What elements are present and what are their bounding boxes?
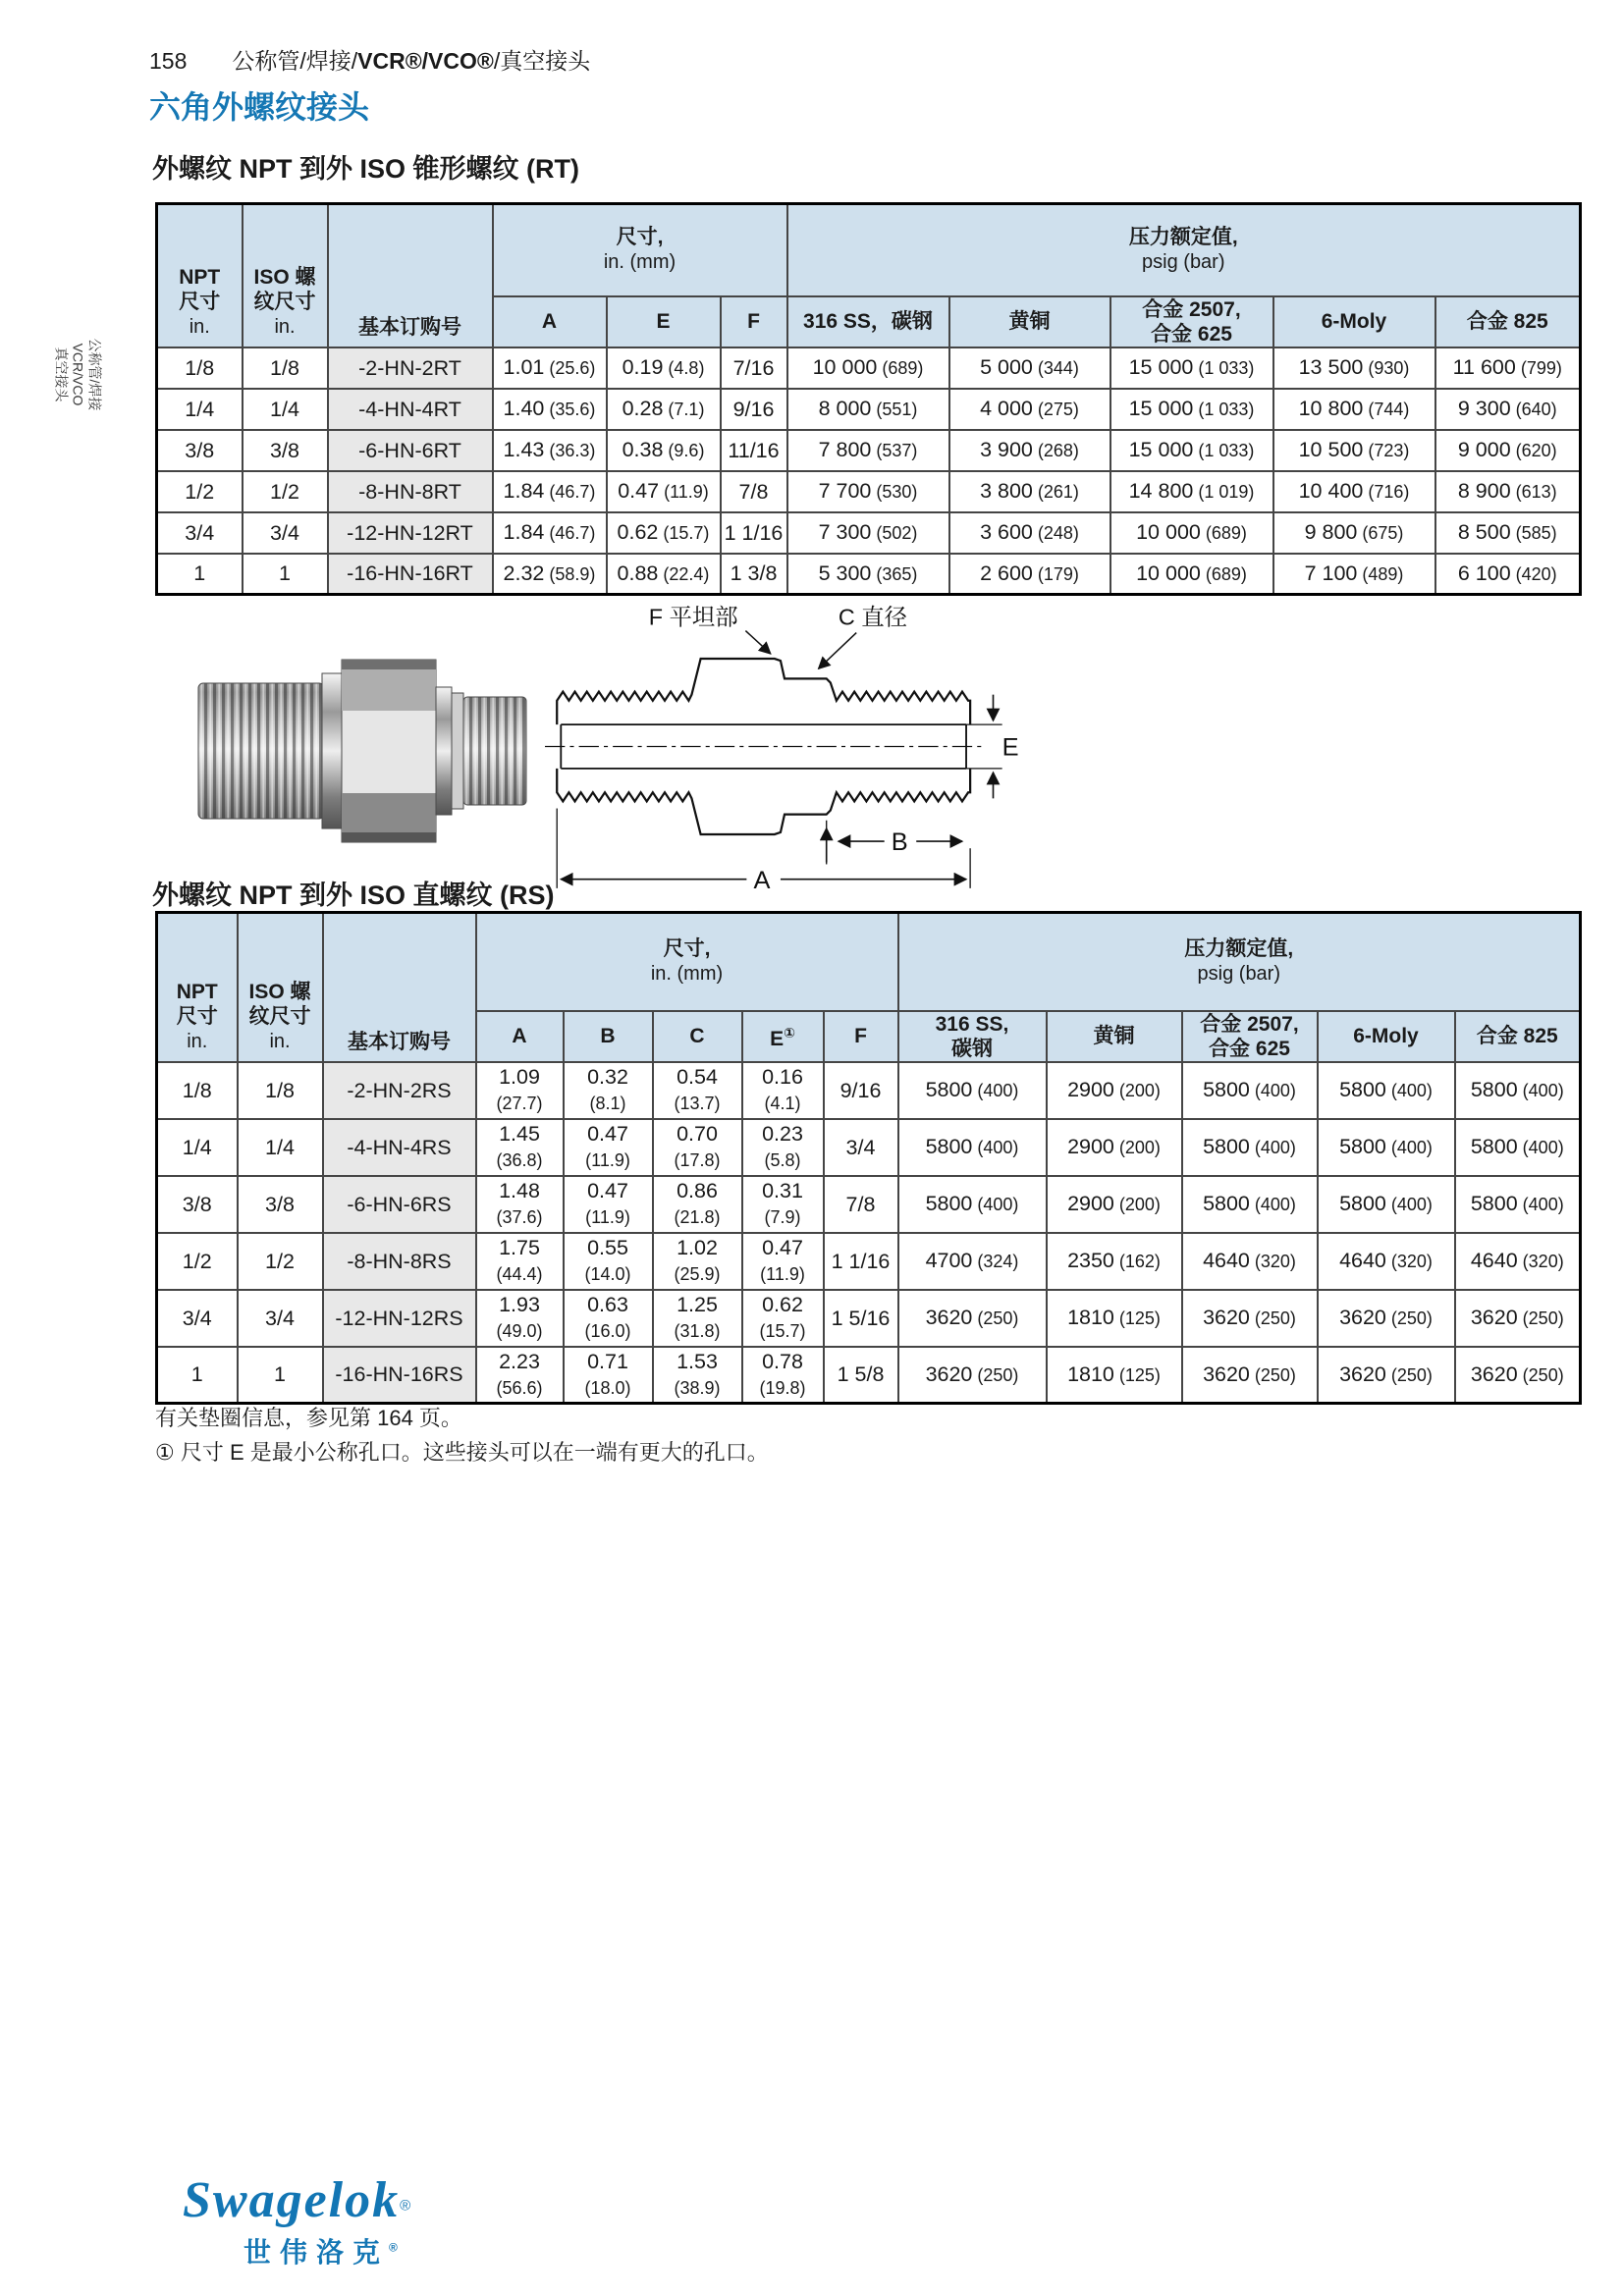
- table-cell: -4-HN-4RT: [328, 389, 493, 430]
- col-header-alloy825: 合金 825: [1435, 296, 1581, 347]
- table-cell: 0.71 (18.0): [564, 1347, 653, 1404]
- table-cell: 1/8: [157, 1062, 238, 1119]
- table-cell: 2.32 (58.9): [493, 554, 607, 595]
- table-cell: 1.48 (37.6): [476, 1176, 564, 1233]
- table-cell: 1.43 (36.3): [493, 430, 607, 471]
- table-cell: 5800 (400): [1182, 1119, 1318, 1176]
- table-cell: 3/4: [157, 512, 243, 554]
- table-cell: 1.40 (35.6): [493, 389, 607, 430]
- table-cell: 1: [157, 1347, 238, 1404]
- table-cell: 9 300 (640): [1435, 389, 1581, 430]
- table-cell: 9/16: [721, 389, 787, 430]
- table-cell: 2.23 (56.6): [476, 1347, 564, 1404]
- sidebar-vertical-label: 公称管/焊接 VCR/VCO 真空接头: [53, 338, 103, 411]
- group-header-dimensions: 尺寸, in. (mm): [476, 913, 898, 1011]
- table-cell: 10 000 (689): [787, 347, 949, 389]
- col-header-6moly: 6-Moly: [1318, 1011, 1455, 1062]
- fitting-dimension-drawing: [538, 597, 1029, 896]
- table-cell: 14 800 (1 019): [1110, 471, 1273, 512]
- table-cell: 1.84 (46.7): [493, 512, 607, 554]
- table-cell: 3/8: [243, 430, 328, 471]
- table-cell: 5800 (400): [1455, 1176, 1581, 1233]
- table-cell: 0.19 (4.8): [607, 347, 721, 389]
- table-cell: 5800 (400): [1318, 1062, 1455, 1119]
- table-cell: 4700 (324): [898, 1233, 1047, 1290]
- col-header-316ss-carbon: 316 SS, 碳钢: [898, 1011, 1047, 1062]
- table-cell: 8 000 (551): [787, 389, 949, 430]
- table-cell: 0.62 (15.7): [742, 1290, 824, 1347]
- table-cell: 0.47 (11.9): [607, 471, 721, 512]
- table-cell: 4640 (320): [1455, 1233, 1581, 1290]
- dim-label-b: B: [891, 828, 908, 857]
- table-row: [157, 1119, 1581, 1176]
- table-cell: 3/4: [157, 1290, 238, 1347]
- col-header-brass: 黄铜: [1047, 1011, 1182, 1062]
- table-cell: 6 100 (420): [1435, 554, 1581, 595]
- table-cell: 5800 (400): [1182, 1062, 1318, 1119]
- table-cell: 1/4: [157, 389, 243, 430]
- table-cell: 3620 (250): [1455, 1290, 1581, 1347]
- table-cell: 0.47 (11.9): [564, 1119, 653, 1176]
- diameter-callout-label: C 直径: [838, 604, 908, 630]
- col-header-iso: ISO 螺 纹尺寸 in.: [238, 913, 323, 1062]
- col-header-npt: NPT 尺寸 in.: [157, 913, 238, 1062]
- table-cell: 1/8: [238, 1062, 323, 1119]
- table-rt: [155, 202, 1582, 596]
- col-header-b: B: [564, 1011, 653, 1062]
- fitting-photo: [187, 636, 540, 862]
- table-cell: 2900 (200): [1047, 1062, 1182, 1119]
- table-cell: 0.31 (7.9): [742, 1176, 824, 1233]
- table-cell: 1/2: [157, 1233, 238, 1290]
- table-row: [157, 389, 1581, 430]
- table-cell: 1 5/16: [824, 1290, 898, 1347]
- table-cell: 10 000 (689): [1110, 512, 1273, 554]
- table-cell: 5800 (400): [1455, 1119, 1581, 1176]
- table-cell: -16-HN-16RS: [323, 1347, 476, 1404]
- col-header-npt: NPT 尺寸 in.: [157, 204, 243, 347]
- table-rs: [155, 911, 1582, 1405]
- table-cell: 1.45 (36.8): [476, 1119, 564, 1176]
- table-cell: 3/8: [238, 1176, 323, 1233]
- table-cell: 1810 (125): [1047, 1290, 1182, 1347]
- table-cell: 9/16: [824, 1062, 898, 1119]
- table-cell: 1/4: [157, 1119, 238, 1176]
- table-cell: 0.88 (22.4): [607, 554, 721, 595]
- group-header-dimensions: 尺寸, in. (mm): [493, 204, 787, 296]
- table-cell: 3620 (250): [1182, 1347, 1318, 1404]
- table-cell: 1810 (125): [1047, 1347, 1182, 1404]
- table-cell: 1.93 (49.0): [476, 1290, 564, 1347]
- table-cell: 15 000 (1 033): [1110, 347, 1273, 389]
- table-cell: 2 600 (179): [949, 554, 1110, 595]
- table-cell: -8-HN-8RS: [323, 1233, 476, 1290]
- dim-label-a: A: [753, 866, 771, 894]
- col-header-e: E①: [742, 1011, 824, 1062]
- table-row: [157, 1062, 1581, 1119]
- table-cell: -6-HN-6RT: [328, 430, 493, 471]
- table-row: [157, 512, 1581, 554]
- table-cell: 2350 (162): [1047, 1233, 1182, 1290]
- col-header-brass: 黄铜: [949, 296, 1110, 347]
- table-cell: 3/4: [243, 512, 328, 554]
- table-cell: 0.54 (13.7): [653, 1062, 742, 1119]
- table-cell: 0.23 (5.8): [742, 1119, 824, 1176]
- table-cell: -12-HN-12RT: [328, 512, 493, 554]
- table-cell: 1/4: [238, 1119, 323, 1176]
- table-rs-title: 外螺纹 NPT 到外 ISO 直螺纹 (RS): [152, 881, 555, 910]
- table-cell: 15 000 (1 033): [1110, 430, 1273, 471]
- table-cell: 2900 (200): [1047, 1119, 1182, 1176]
- group-header-pressure: 压力额定值, psig (bar): [787, 204, 1581, 296]
- table-cell: 3620 (250): [1318, 1290, 1455, 1347]
- table-cell: 1.53 (38.9): [653, 1347, 742, 1404]
- table-cell: -12-HN-12RS: [323, 1290, 476, 1347]
- col-header-alloy825: 合金 825: [1455, 1011, 1581, 1062]
- table-cell: 7/16: [721, 347, 787, 389]
- table-cell: 0.16 (4.1): [742, 1062, 824, 1119]
- table-cell: 5800 (400): [898, 1062, 1047, 1119]
- table-cell: 0.70 (17.8): [653, 1119, 742, 1176]
- table-cell: 0.47 (11.9): [742, 1233, 824, 1290]
- table-cell: 5800 (400): [1455, 1062, 1581, 1119]
- table-cell: 0.55 (14.0): [564, 1233, 653, 1290]
- table-cell: 1: [243, 554, 328, 595]
- col-header-ordering-number: 基本订购号: [328, 204, 493, 347]
- table-cell: 1.75 (44.4): [476, 1233, 564, 1290]
- table-cell: 5800 (400): [1318, 1176, 1455, 1233]
- table-cell: 1/2: [157, 471, 243, 512]
- table-cell: 1/2: [238, 1233, 323, 1290]
- table-cell: 1 1/16: [721, 512, 787, 554]
- table-cell: 1.01 (25.6): [493, 347, 607, 389]
- table-cell: 0.28 (7.1): [607, 389, 721, 430]
- col-header-ordering-number: 基本订购号: [323, 913, 476, 1062]
- footnote-mark-icon: ①: [784, 1025, 795, 1041]
- table-cell: 5 000 (344): [949, 347, 1110, 389]
- page-title: 六角外螺纹接头: [149, 89, 370, 125]
- col-header-c: C: [653, 1011, 742, 1062]
- table-row: [157, 430, 1581, 471]
- table-cell: 2900 (200): [1047, 1176, 1182, 1233]
- table-cell: 1.02 (25.9): [653, 1233, 742, 1290]
- table-cell: 1 5/8: [824, 1347, 898, 1404]
- table-row: [157, 471, 1581, 512]
- table-cell: 3/8: [157, 1176, 238, 1233]
- table-cell: 1/2: [243, 471, 328, 512]
- table-cell: 0.32 (8.1): [564, 1062, 653, 1119]
- col-header-a: A: [493, 296, 607, 347]
- table-cell: 0.63 (16.0): [564, 1290, 653, 1347]
- col-header-316ss-carbon: 316 SS，碳钢: [787, 296, 949, 347]
- table-cell: 3620 (250): [1455, 1347, 1581, 1404]
- table-cell: 0.38 (9.6): [607, 430, 721, 471]
- table-row: [157, 347, 1581, 389]
- table-cell: 11/16: [721, 430, 787, 471]
- table-cell: 0.78 (19.8): [742, 1347, 824, 1404]
- table-cell: 8 900 (613): [1435, 471, 1581, 512]
- table-cell: 0.62 (15.7): [607, 512, 721, 554]
- col-header-f: F: [824, 1011, 898, 1062]
- table-row: [157, 1233, 1581, 1290]
- col-header-a: A: [476, 1011, 564, 1062]
- breadcrumb: 公称管/焊接/VCR®/VCO®/真空接头: [232, 48, 591, 74]
- table-cell: -16-HN-16RT: [328, 554, 493, 595]
- col-header-alloy2507-625: 合金 2507, 合金 625: [1182, 1011, 1318, 1062]
- table-cell: 3/4: [824, 1119, 898, 1176]
- table-cell: -2-HN-2RT: [328, 347, 493, 389]
- table-cell: 1/8: [157, 347, 243, 389]
- table-cell: 10 000 (689): [1110, 554, 1273, 595]
- table-row: [157, 1347, 1581, 1404]
- table-cell: 3 600 (248): [949, 512, 1110, 554]
- table-cell: -2-HN-2RS: [323, 1062, 476, 1119]
- table-cell: 5800 (400): [1182, 1176, 1318, 1233]
- table-cell: 7/8: [721, 471, 787, 512]
- table-cell: 0.86 (21.8): [653, 1176, 742, 1233]
- table-cell: 3 900 (268): [949, 430, 1110, 471]
- table-cell: 0.47 (11.9): [564, 1176, 653, 1233]
- table-cell: 13 500 (930): [1273, 347, 1435, 389]
- col-header-alloy2507-625: 合金 2507, 合金 625: [1110, 296, 1273, 347]
- table-cell: 1.84 (46.7): [493, 471, 607, 512]
- table-cell: 15 000 (1 033): [1110, 389, 1273, 430]
- table-cell: 3620 (250): [898, 1347, 1047, 1404]
- table-cell: 1: [238, 1347, 323, 1404]
- table-cell: 1 3/8: [721, 554, 787, 595]
- table-cell: 5 300 (365): [787, 554, 949, 595]
- table-cell: 1/4: [243, 389, 328, 430]
- table-cell: 5800 (400): [898, 1119, 1047, 1176]
- table-cell: 5800 (400): [1318, 1119, 1455, 1176]
- table-cell: 1 1/16: [824, 1233, 898, 1290]
- table-cell: 3620 (250): [1182, 1290, 1318, 1347]
- table-cell: 8 500 (585): [1435, 512, 1581, 554]
- table-cell: 11 600 (799): [1435, 347, 1581, 389]
- dim-label-e: E: [1001, 733, 1019, 762]
- col-header-e: E: [607, 296, 721, 347]
- col-header-f: F: [721, 296, 787, 347]
- table-cell: -8-HN-8RT: [328, 471, 493, 512]
- footnote-bore: ① 尺寸 E 是最小公称孔口。这些接头可以在一端有更大的孔口。: [155, 1440, 769, 1465]
- table-row: [157, 554, 1581, 595]
- table-cell: 1/8: [243, 347, 328, 389]
- footnote-gasket: 有关垫圈信息，参见第 164 页。: [155, 1406, 462, 1430]
- page-number: 158: [149, 48, 188, 74]
- table-cell: 3620 (250): [1318, 1347, 1455, 1404]
- table-cell: 4640 (320): [1318, 1233, 1455, 1290]
- col-header-6moly: 6-Moly: [1273, 296, 1435, 347]
- swagelok-logo: Swagelok® 世伟洛克®: [183, 2172, 411, 2268]
- table-cell: 10 800 (744): [1273, 389, 1435, 430]
- table-cell: 1.09 (27.7): [476, 1062, 564, 1119]
- table-row: [157, 1176, 1581, 1233]
- col-header-iso: ISO 螺 纹尺寸 in.: [243, 204, 328, 347]
- table-cell: 10 400 (716): [1273, 471, 1435, 512]
- table-cell: 1.25 (31.8): [653, 1290, 742, 1347]
- table-cell: 3/8: [157, 430, 243, 471]
- table-cell: 3620 (250): [898, 1290, 1047, 1347]
- table-cell: 7 300 (502): [787, 512, 949, 554]
- table-cell: 9 800 (675): [1273, 512, 1435, 554]
- table-rt-title: 外螺纹 NPT 到外 ISO 锥形螺纹 (RT): [152, 154, 579, 184]
- table-cell: 5800 (400): [898, 1176, 1047, 1233]
- table-cell: 7/8: [824, 1176, 898, 1233]
- group-header-pressure: 压力额定值, psig (bar): [898, 913, 1581, 1011]
- table-cell: 7 100 (489): [1273, 554, 1435, 595]
- page-header: [149, 43, 590, 76]
- table-cell: -4-HN-4RS: [323, 1119, 476, 1176]
- flat-callout-label: F 平坦部: [648, 604, 738, 630]
- table-cell: 1: [157, 554, 243, 595]
- table-cell: 7 700 (530): [787, 471, 949, 512]
- table-cell: 4640 (320): [1182, 1233, 1318, 1290]
- table-cell: -6-HN-6RS: [323, 1176, 476, 1233]
- table-cell: 3 800 (261): [949, 471, 1110, 512]
- table-cell: 3/4: [238, 1290, 323, 1347]
- table-cell: 7 800 (537): [787, 430, 949, 471]
- table-row: [157, 1290, 1581, 1347]
- table-cell: 10 500 (723): [1273, 430, 1435, 471]
- table-cell: 4 000 (275): [949, 389, 1110, 430]
- table-cell: 9 000 (620): [1435, 430, 1581, 471]
